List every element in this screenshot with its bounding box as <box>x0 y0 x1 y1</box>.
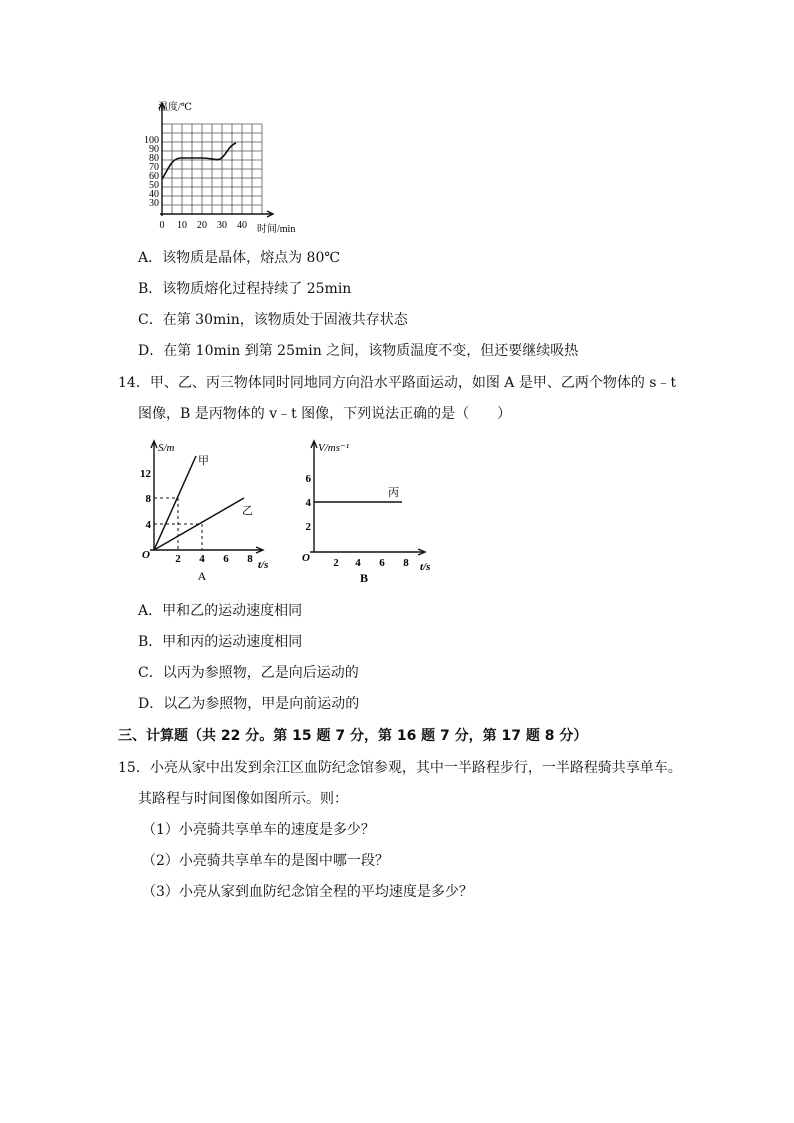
graph-caption: B <box>359 571 369 585</box>
y-unit-label: S/m <box>158 442 175 454</box>
y-tick: 80 <box>149 153 159 164</box>
x-tick: 2 <box>175 553 181 565</box>
line-label-bing: 丙 <box>388 487 399 499</box>
x-tick: 6 <box>379 557 385 569</box>
x-tick: 2 <box>333 557 339 569</box>
x-tick: 4 <box>355 557 361 569</box>
y-tick: 60 <box>149 171 159 182</box>
x-tick: 8 <box>247 553 253 565</box>
origin-label: O <box>142 549 150 561</box>
y-tick: 4 <box>305 497 311 509</box>
y-tick: 50 <box>149 180 159 191</box>
y-tick: 4 <box>145 519 151 531</box>
q14-option-b: B．甲和丙的运动速度相同 <box>138 634 303 650</box>
q15-sub-2: （2）小亮骑共享单车的是图中哪一段？ <box>142 853 389 869</box>
graph-b-v-t <box>296 436 446 586</box>
q13-option-b: B．该物质熔化过程持续了 25min <box>138 281 352 297</box>
x-tick: 30 <box>217 220 227 231</box>
y-tick: 70 <box>149 162 159 173</box>
q14-stem-line2: 图像，B 是丙物体的 v﹣t 图像，下列说法正确的是（ ） <box>138 406 512 422</box>
y-unit-label: V/ms⁻¹ <box>318 442 350 454</box>
y-tick: 100 <box>144 135 159 146</box>
y-tick: 30 <box>149 198 159 209</box>
x-tick: 40 <box>237 220 247 231</box>
y-tick: 40 <box>149 189 159 200</box>
y-unit-label: 温度/℃ <box>158 102 192 113</box>
graph-a-s-t <box>136 436 276 586</box>
origin-label: O <box>302 552 310 564</box>
y-tick: 12 <box>140 468 151 480</box>
line-label-jia: 甲 <box>198 455 209 467</box>
y-tick: 8 <box>145 493 151 505</box>
x-tick: 20 <box>197 220 207 231</box>
temperature-time-graph <box>140 98 320 238</box>
q14-option-c: C．以丙为参照物，乙是向后运动的 <box>138 665 359 681</box>
x-tick: 0 <box>159 220 165 231</box>
q14-option-d: D．以乙为参照物，甲是向前运动的 <box>138 696 360 712</box>
x-tick: 8 <box>403 557 409 569</box>
graph-caption: A <box>197 569 207 583</box>
section-heading: 三、计算题（共 22 分。第 15 题 7 分，第 16 题 7 分，第 17 题 8 分） <box>118 728 588 744</box>
q13-option-a: A．该物质是晶体，熔点为 80℃ <box>138 250 341 266</box>
y-tick: 6 <box>305 473 311 485</box>
q14-option-a: A．甲和乙的运动速度相同 <box>138 603 303 619</box>
x-unit-label: t/s <box>420 561 431 573</box>
line-label-yi: 乙 <box>242 505 253 517</box>
q14-stem-line1: 14．甲、乙、丙三物体同时同地同方向沿水平路面运动，如图 A 是甲、乙两个物体的 s﹣t <box>118 375 677 391</box>
q15-stem-line1: 15．小亮从家中出发到余江区血防纪念馆参观，其中一半路程步行，一半路程骑共享单车。 <box>118 760 682 776</box>
y-tick: 2 <box>305 521 311 533</box>
x-tick: 6 <box>223 553 229 565</box>
q13-option-d: D．在第 10min 到第 25min 之间，该物质温度不变，但还要继续吸热 <box>138 343 579 359</box>
q15-sub-1: （1）小亮骑共享单车的速度是多少？ <box>142 822 375 838</box>
x-unit-label: t/s <box>258 559 269 571</box>
q15-sub-3: （3）小亮从家到血防纪念馆全程的平均速度是多少？ <box>142 884 473 900</box>
x-tick: 10 <box>177 220 187 231</box>
q13-option-c: C．在第 30min，该物质处于固液共存状态 <box>138 312 408 328</box>
x-unit-label: 时间/min <box>257 224 296 235</box>
x-tick: 4 <box>199 553 205 565</box>
q15-stem-line2: 其路程与时间图像如图所示。则： <box>138 791 348 807</box>
y-tick: 90 <box>149 144 159 155</box>
